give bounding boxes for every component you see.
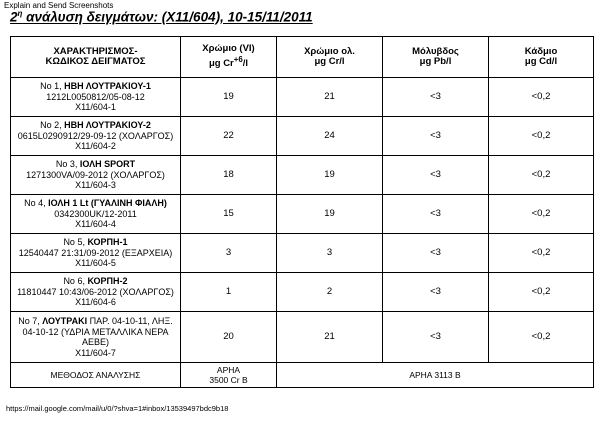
method-other: APHA 3113 B: [277, 363, 594, 388]
chromium-vi-value: 18: [181, 156, 277, 195]
sample-cell: No 2, ΗΒΗ ΛΟΥΤΡΑΚΙΟΥ-2 0615L0290912/29-09-12 (ΧΟΛΑΡΓΟΣ) Χ11/604-2: [11, 117, 181, 156]
table-row: [11, 156, 594, 195]
status-url[interactable]: https://mail.google.com/mail/u/0/?shva=1#inbox/13539497bdc9b18: [6, 404, 229, 413]
chromium-vi-value: 20: [181, 312, 277, 363]
cadmium-value: <0,2: [489, 273, 594, 312]
lead-value: <3: [383, 78, 489, 117]
cadmium-value: <0,2: [489, 156, 594, 195]
table-row: [11, 312, 594, 363]
header-cadmium: Κάδμιο μg Cd/l: [489, 37, 594, 78]
sample-cell: No 7, ΛΟΥΤΡΑΚΙ ΠΑΡ. 04-10-11, ΛΗΞ. 04-10-12 (ΥΔΡΙΑ ΜΕΤΑΛΛΙΚΑ ΝΕΡΑ ΑΕΒΕ) Χ11/604-7: [11, 312, 181, 363]
method-label: ΜΕΘΟΔΟΣ ΑΝΑΛΥΣΗΣ: [11, 363, 181, 388]
chromium-vi-value: 1: [181, 273, 277, 312]
table-row: [11, 273, 594, 312]
lead-value: <3: [383, 273, 489, 312]
results-table: [10, 36, 594, 388]
table-header-row: [11, 37, 594, 78]
window-title: Explain and Send Screenshots: [4, 1, 114, 10]
cadmium-value: <0,2: [489, 117, 594, 156]
cadmium-value: <0,2: [489, 195, 594, 234]
lead-value: <3: [383, 195, 489, 234]
chromium-total-value: 21: [277, 78, 383, 117]
chromium-vi-value: 22: [181, 117, 277, 156]
sample-cell: No 4, ΙΟΛΗ 1 Lt (ΓΥΑΛΙΝΗ ΦΙΑΛΗ) 0342300UK/12-2011 Χ11/604-4: [11, 195, 181, 234]
lead-value: <3: [383, 312, 489, 363]
document-title: $2^\eta$ ανάλυση δειγμάτων: (Χ11/604), 10-15/11/2011: [10, 9, 313, 25]
chromium-vi-value: 3: [181, 234, 277, 273]
header-sample: ΧΑΡΑΚΤΗΡΙΣΜΟΣ- ΚΩΔΙΚΟΣ ΔΕΙΓΜΑΤΟΣ: [11, 37, 181, 78]
chromium-vi-value: 19: [181, 78, 277, 117]
header-chromium-total: Χρώμιο ολ. μg Cr/l: [277, 37, 383, 78]
table-row: [11, 234, 594, 273]
table-row: [11, 117, 594, 156]
lead-value: <3: [383, 234, 489, 273]
chromium-total-value: 2: [277, 273, 383, 312]
sample-cell: No 6, ΚΟΡΠΗ-2 11810447 10:43/06-2012 (ΧΟΛΑΡΓΟΣ) Χ11/604-6: [11, 273, 181, 312]
method-row: [11, 363, 594, 388]
cadmium-value: <0,2: [489, 78, 594, 117]
table-row: [11, 195, 594, 234]
lead-value: <3: [383, 117, 489, 156]
header-chromium-vi: Χρώμιο (VI) μg $Cr^{+6}/l$: [181, 37, 277, 78]
header-lead: Μόλυβδος μg Pb/l: [383, 37, 489, 78]
chromium-total-value: 3: [277, 234, 383, 273]
sample-cell: No 3, ΙΟΛΗ SPORT 1271300VA/09-2012 (ΧΟΛΑΡΓΟΣ) Χ11/604-3: [11, 156, 181, 195]
chromium-total-value: 19: [277, 156, 383, 195]
chromium-total-value: 19: [277, 195, 383, 234]
sample-cell: No 5, ΚΟΡΠΗ-1 12540447 21:31/09-2012 (ΕΞΑΡΧΕΙΑ) Χ11/604-5: [11, 234, 181, 273]
sample-cell: No 1, ΗΒΗ ΛΟΥΤΡΑΚΙΟΥ-1 1212L0050812/05-08-12 Χ11/604-1: [11, 78, 181, 117]
chromium-total-value: 21: [277, 312, 383, 363]
method-chromium-vi: APHA 3500 Cr B: [181, 363, 277, 388]
table-row: [11, 78, 594, 117]
lead-value: <3: [383, 156, 489, 195]
chromium-total-value: 24: [277, 117, 383, 156]
cadmium-value: <0,2: [489, 234, 594, 273]
chromium-vi-value: 15: [181, 195, 277, 234]
cadmium-value: <0,2: [489, 312, 594, 363]
